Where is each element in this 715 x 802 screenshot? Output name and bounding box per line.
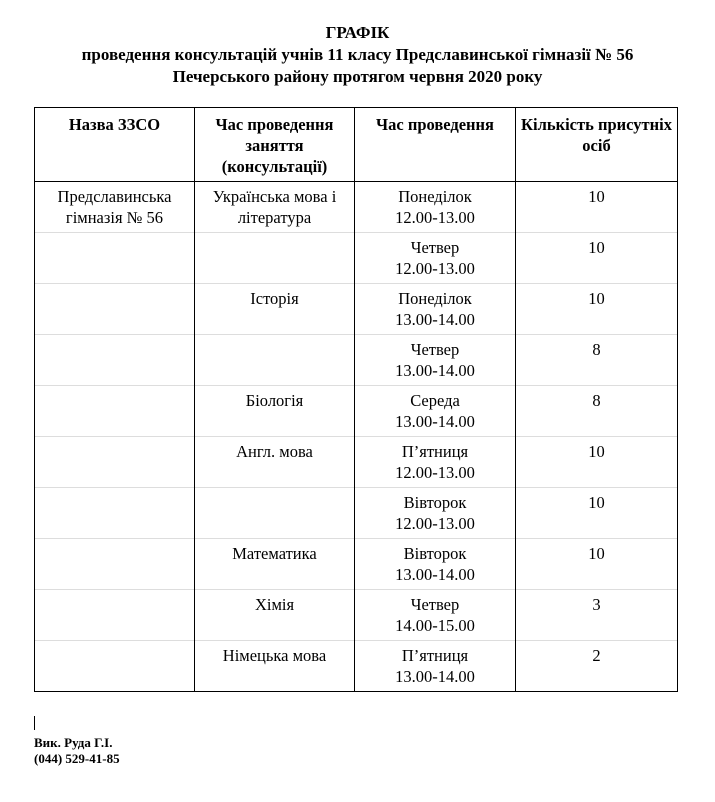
header-session-time: Час проведення заняття (консультації)	[195, 108, 355, 182]
cell-day-time	[355, 590, 516, 641]
cell-day-time-line-2: 13.00-14.00	[395, 667, 475, 686]
cell-subject	[195, 488, 355, 539]
cell-subject-line-1: Біологія	[245, 391, 304, 410]
cell-day-time-line-2: 12.00-13.00	[395, 259, 475, 278]
cell-count-line-1: 8	[592, 391, 601, 410]
cell-day-time	[355, 233, 516, 284]
table-header-row	[35, 108, 678, 182]
table-row	[35, 590, 678, 641]
cell-subject	[195, 539, 355, 590]
table-row	[35, 284, 678, 335]
cell-count-line-1: 10	[588, 493, 605, 512]
cell-subject	[195, 284, 355, 335]
cell-day-time-line-1: Понеділок	[398, 289, 472, 308]
cell-subject-line-1: Німецька мова	[222, 646, 327, 665]
cell-subject-line-1: Математика	[232, 544, 317, 563]
cell-subject	[195, 386, 355, 437]
cell-day-time-line-2: 12.00-13.00	[395, 463, 475, 482]
cell-subject	[195, 335, 355, 386]
cell-school	[35, 386, 195, 437]
cell-school	[35, 182, 195, 233]
header-attendance: Кількість присутніх осіб	[516, 108, 678, 182]
cell-subject	[195, 641, 355, 692]
footer-author: Вик. Руда Г.І.	[34, 735, 113, 750]
cell-school	[35, 641, 195, 692]
cell-day-time-line-1: Четвер	[410, 595, 460, 614]
cell-day-time-line-2: 14.00-15.00	[395, 616, 475, 635]
cell-school	[35, 284, 195, 335]
cell-count-line-1: 10	[588, 289, 605, 308]
cell-count-line-1: 10	[588, 238, 605, 257]
cell-subject	[195, 182, 355, 233]
cell-count	[516, 641, 678, 692]
cell-day-time	[355, 539, 516, 590]
cell-subject-line-1: Англ. мова	[236, 442, 313, 461]
table-row	[35, 641, 678, 692]
title-heading: ГРАФІК	[325, 23, 390, 42]
table-row	[35, 488, 678, 539]
cell-count-line-1: 10	[588, 442, 605, 461]
cell-count	[516, 488, 678, 539]
cell-count	[516, 590, 678, 641]
cell-day-time-line-1: Понеділок	[398, 187, 472, 206]
cell-count-line-1: 10	[588, 187, 605, 206]
cell-school	[35, 590, 195, 641]
cell-count	[516, 386, 678, 437]
cell-school	[35, 488, 195, 539]
cell-school	[35, 437, 195, 488]
cell-count	[516, 437, 678, 488]
cell-subject-line-1: Українська мова і література	[212, 187, 337, 227]
cell-day-time-line-2: 13.00-14.00	[395, 361, 475, 380]
footer	[34, 735, 120, 767]
cell-day-time-line-2: 13.00-14.00	[395, 310, 475, 329]
cell-school	[35, 539, 195, 590]
cell-day-time	[355, 386, 516, 437]
cell-subject	[195, 233, 355, 284]
table-row	[35, 182, 678, 233]
table-row	[35, 386, 678, 437]
cell-count	[516, 182, 678, 233]
cell-school	[35, 233, 195, 284]
cell-school-line-1: Предславинська гімназія № 56	[57, 187, 172, 227]
cell-day-time	[355, 488, 516, 539]
cell-subject	[195, 590, 355, 641]
cell-day-time-line-1: Четвер	[410, 238, 460, 257]
table-row	[35, 539, 678, 590]
cell-day-time	[355, 335, 516, 386]
cell-count	[516, 284, 678, 335]
table-body	[35, 182, 678, 692]
cell-day-time-line-1: П’ятниця	[401, 646, 469, 665]
table-row	[35, 335, 678, 386]
cell-day-time-line-2: 13.00-14.00	[395, 565, 475, 584]
cell-subject-line-1: Хімія	[254, 595, 295, 614]
cell-day-time-line-1: Середа	[410, 391, 460, 410]
cell-count-line-1: 2	[592, 646, 601, 665]
header-school: Назва ЗЗСО	[35, 108, 195, 182]
cell-day-time-line-1: Четвер	[410, 340, 460, 359]
cell-count	[516, 539, 678, 590]
schedule-table	[34, 107, 678, 692]
cell-school	[35, 335, 195, 386]
cell-day-time-line-2: 12.00-13.00	[395, 208, 475, 227]
cell-day-time	[355, 437, 516, 488]
cell-count-line-1: 3	[592, 595, 601, 614]
title-subtitle-line1: проведення консультацій учнів 11 класу Предславинської гімназії № 56	[81, 45, 634, 64]
table-row	[35, 233, 678, 284]
cell-day-time	[355, 284, 516, 335]
cell-subject-line-1: Історія	[250, 289, 299, 308]
cell-count-line-1: 8	[592, 340, 601, 359]
cell-count	[516, 233, 678, 284]
cell-day-time-line-2: 12.00-13.00	[395, 514, 475, 533]
cell-day-time	[355, 641, 516, 692]
cell-subject	[195, 437, 355, 488]
title-subtitle-line2: Печерського району протягом червня 2020 року	[172, 67, 543, 86]
cell-day-time	[355, 182, 516, 233]
text-cursor	[34, 716, 35, 730]
cell-count	[516, 335, 678, 386]
cell-day-time-line-2: 13.00-14.00	[395, 412, 475, 431]
footer-phone: (044) 529-41-85	[34, 751, 120, 766]
cell-day-time-line-1: Вівторок	[403, 493, 467, 512]
document-title	[0, 22, 715, 88]
cell-day-time-line-1: П’ятниця	[401, 442, 469, 461]
cell-day-time-line-1: Вівторок	[403, 544, 467, 563]
cell-count-line-1: 10	[588, 544, 605, 563]
header-time: Час проведення	[355, 108, 516, 182]
table-row	[35, 437, 678, 488]
